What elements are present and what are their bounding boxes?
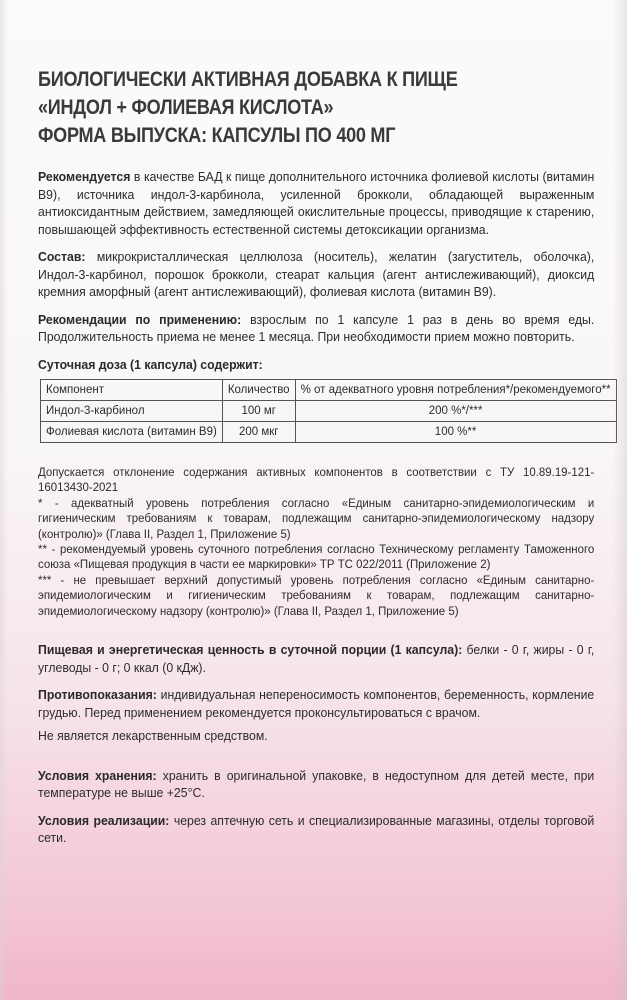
deviation-note: Допускается отклонение содержания активных компонентов в соответствии с ТУ 10.89.19-121-16013430-2021 bbox=[38, 465, 595, 495]
table-cell: 100 %** bbox=[295, 422, 616, 443]
sale-text: через аптечную сеть и специализированные магазины, отделы торговой сети. bbox=[38, 812, 595, 846]
storage-section bbox=[38, 767, 597, 802]
usage-section bbox=[38, 311, 597, 346]
title-line-3: ФОРМА ВЫПУСКА: КАПСУЛЫ ПО 400 МГ bbox=[38, 124, 396, 147]
usage-text: взрослым по 1 капсуле 1 раз в день во время еды. Продолжительность приема не менее 1 месяца. При необходимости прием можно повторить. bbox=[38, 311, 595, 344]
recommended-section bbox=[38, 168, 597, 238]
daily-dose-table bbox=[40, 379, 617, 443]
contraindications-text: индивидуальная непереносимость компонентов, беременность, кормление грудью. Перед применением рекомендуется проконсультироваться с врачом. bbox=[38, 687, 595, 720]
footnote-1: * - адекватный уровень потребления согласно «Единым санитарно-эпидемиологическим и гигиеническим требованиям к товарам, подлежащим санитарно-эпидемиологическому надзору (контролю)» (Глава II, Раздел 1, Приложение 5) bbox=[38, 495, 595, 541]
table-header-cell: Компонент bbox=[41, 380, 223, 401]
product-title bbox=[38, 66, 519, 150]
usage-label: Рекомендации по применению: bbox=[38, 311, 242, 327]
daily-dose-section bbox=[38, 356, 611, 444]
box-edge-left bbox=[0, 0, 8, 1000]
composition-section bbox=[38, 248, 597, 301]
table-cell: 200 %*/*** bbox=[295, 401, 616, 422]
storage-label: Условия хранения: bbox=[38, 767, 157, 783]
title-line-2: «ИНДОЛ + ФОЛИЕВАЯ КИСЛОТА» bbox=[38, 96, 334, 119]
recommended-label: Рекомендуется bbox=[38, 169, 131, 184]
footnote-3: *** - не превышает верхний допустимый уровень потребления согласно «Единым санитарно-эпидемиологическим и гигиеническим требованиям к товарам, подлежащим санитарно-эпидемиологическому надзору (контролю)» (Глава II, Раздел 1, Приложение 5) bbox=[38, 572, 595, 618]
sale-label: Условия реализации: bbox=[38, 812, 170, 828]
table-cell: Фолиевая кислота (витамин В9) bbox=[41, 422, 223, 443]
box-edge-right bbox=[613, 0, 627, 1000]
table-row bbox=[41, 422, 617, 443]
not-a-drug-note: Не является лекарственным средством. bbox=[38, 728, 268, 744]
table-cell: 100 мг bbox=[222, 401, 295, 422]
composition-text: микрокристаллическая целлюлоза (носитель), желатин (загуститель, оболочка), Индол-3-карбинол, порошок брокколи, стеарат кальция (агент антислеживающий), диоксид кремния аморфный (агент антислеживающий), фолиевая кислота (витамин В9). bbox=[38, 249, 595, 299]
notes-section bbox=[38, 465, 597, 619]
daily-dose-heading: Суточная доза (1 капсула) содержит: bbox=[38, 356, 263, 372]
contraindications-label: Противопоказания: bbox=[38, 687, 157, 703]
title-line-1: БИОЛОГИЧЕСКИ АКТИВНАЯ ДОБАВКА К ПИЩЕ bbox=[38, 68, 458, 91]
table-header-cell: Количество bbox=[222, 380, 295, 401]
footnote-2: ** - рекомендуемый уровень суточного потребления согласно Техническому регламенту Таможенного союза «Пищевая продукция в части ее маркировки» ТР ТС 022/2011 (Приложение 2) bbox=[38, 542, 595, 572]
table-row bbox=[41, 401, 617, 422]
storage-text: хранить в оригинальной упаковке, в недоступном для детей месте, при температуре не выше +25°С. bbox=[38, 767, 595, 801]
table-header-cell: % от адекватного уровня потребления*/рекомендуемого** bbox=[295, 380, 616, 401]
table-cell: 200 мкг bbox=[222, 422, 295, 443]
recommended-text: в качестве БАД к пище дополнительного источника фолиевой кислоты (витамин В9), источника индол-3-карбинола, усиленной брокколи, обладающей выраженным антиоксидантным действием, замедляющей окислительные процессы, приводящие к старению, повышающей эффективность естественной системы детоксикации организма. bbox=[38, 169, 595, 237]
sale-section bbox=[38, 812, 597, 847]
composition-label: Состав: bbox=[38, 249, 86, 264]
table-cell: Индол-3-карбинол bbox=[41, 401, 223, 422]
nutrition-section bbox=[38, 641, 597, 676]
nutrition-label: Пищевая и энергетическая ценность в суточной порции (1 капсула): bbox=[38, 642, 463, 658]
nutrition-text: белки - 0 г, жиры - 0 г, углеводы - 0 г; 0 ккал (0 кДж). bbox=[38, 642, 595, 675]
table-header-row bbox=[41, 380, 617, 401]
contraindications-section bbox=[38, 686, 597, 745]
